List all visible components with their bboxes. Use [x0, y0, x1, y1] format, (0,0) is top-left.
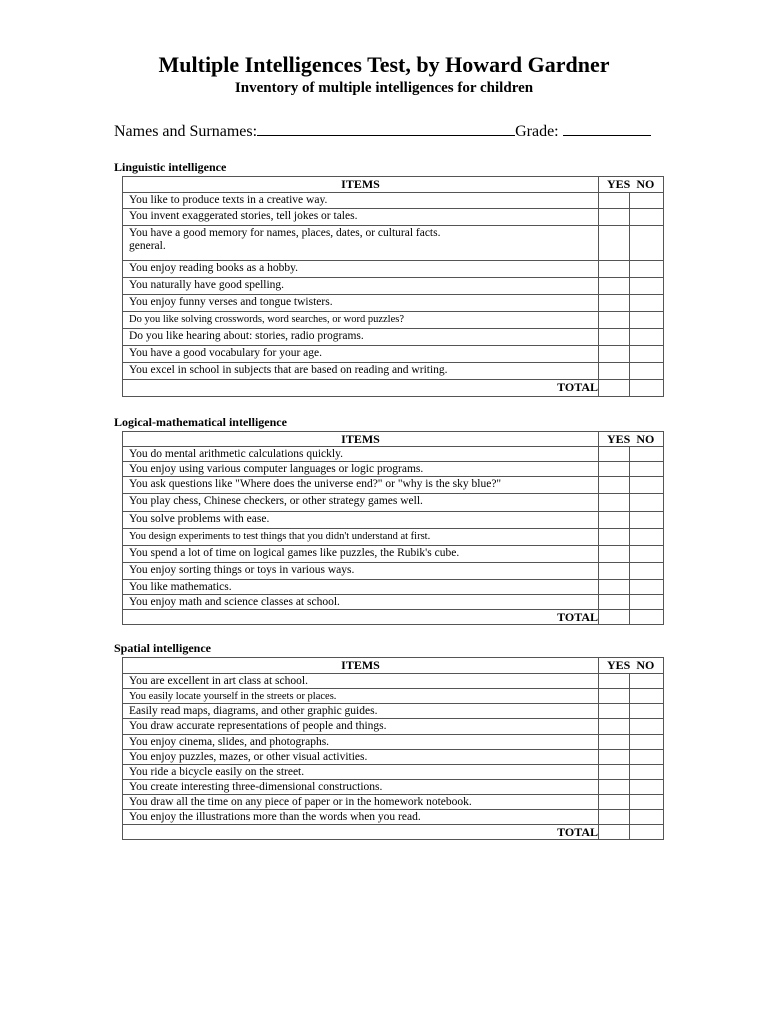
yes-header: YES [607, 658, 631, 672]
yes-cell[interactable] [599, 346, 630, 363]
total-row [123, 825, 664, 840]
yes-total-cell[interactable] [599, 610, 630, 625]
total-label: TOTAL [123, 825, 599, 840]
yes-cell[interactable] [599, 674, 630, 689]
item-text: You invent exaggerated stories, tell jokes or tales. [123, 209, 599, 226]
yes-cell[interactable] [599, 580, 630, 595]
table-row [123, 193, 664, 209]
item-text: You enjoy the illustrations more than the words when you read. [123, 810, 599, 825]
table-row [123, 447, 664, 462]
item-text: You naturally have good spelling. [123, 278, 599, 295]
item-text: You draw all the time on any piece of paper or in the homework notebook. [123, 795, 599, 810]
yes-cell[interactable] [599, 193, 630, 209]
table-row [123, 312, 664, 329]
yes-cell[interactable] [599, 595, 630, 610]
item-text: You enjoy math and science classes at school. [123, 595, 599, 610]
yes-no-header [599, 432, 664, 447]
no-cell[interactable] [630, 563, 664, 580]
yes-cell[interactable] [599, 209, 630, 226]
no-cell[interactable] [630, 346, 664, 363]
yes-cell[interactable] [599, 295, 630, 312]
name-grade-line [114, 120, 651, 141]
spatial-table [122, 657, 664, 840]
names-blank[interactable] [257, 120, 515, 136]
no-cell[interactable] [630, 719, 664, 735]
yes-cell[interactable] [599, 689, 630, 704]
item-text: You are excellent in art class at school. [123, 674, 599, 689]
names-label: Names and Surnames: [114, 123, 258, 140]
yes-no-header [599, 177, 664, 193]
item-text: You enjoy puzzles, mazes, or other visual activities. [123, 750, 599, 765]
table-row [123, 363, 664, 380]
item-text: You create interesting three-dimensional constructions. [123, 780, 599, 795]
table-row [123, 580, 664, 595]
total-row [123, 380, 664, 397]
no-cell[interactable] [630, 765, 664, 780]
yes-cell[interactable] [599, 750, 630, 765]
table-row [123, 346, 664, 363]
items-header: ITEMS [123, 658, 599, 674]
yes-cell[interactable] [599, 735, 630, 750]
yes-cell[interactable] [599, 704, 630, 719]
item-text: You like mathematics. [123, 580, 599, 595]
table-header-row [123, 177, 664, 193]
no-total-cell[interactable] [630, 825, 664, 840]
yes-cell[interactable] [599, 563, 630, 580]
yes-cell[interactable] [599, 780, 630, 795]
no-cell[interactable] [630, 226, 664, 261]
table-row [123, 261, 664, 278]
section-label-linguistic: Linguistic intelligence [114, 160, 227, 174]
table-row [123, 735, 664, 750]
no-cell[interactable] [630, 363, 664, 380]
linguistic-table [122, 176, 664, 397]
table-row [123, 674, 664, 689]
no-total-cell[interactable] [630, 380, 664, 397]
table-row [123, 719, 664, 735]
item-text: You design experiments to test things that you didn't understand at first. [123, 529, 599, 546]
table-row [123, 226, 664, 261]
no-cell[interactable] [630, 810, 664, 825]
item-text: You enjoy using various computer languages or logic programs. [123, 462, 599, 477]
yes-cell[interactable] [599, 278, 630, 295]
yes-cell[interactable] [599, 462, 630, 477]
item-text [123, 226, 599, 261]
no-cell[interactable] [630, 209, 664, 226]
no-cell[interactable] [630, 689, 664, 704]
item-text: You enjoy reading books as a hobby. [123, 261, 599, 278]
table-header-row [123, 432, 664, 447]
table-row [123, 795, 664, 810]
yes-cell[interactable] [599, 765, 630, 780]
logical-mathematical-table [122, 431, 664, 625]
item-text: Easily read maps, diagrams, and other graphic guides. [123, 704, 599, 719]
table-row [123, 329, 664, 346]
yes-cell[interactable] [599, 447, 630, 462]
table-row [123, 512, 664, 529]
yes-cell[interactable] [599, 512, 630, 529]
item-text: You do mental arithmetic calculations quickly. [123, 447, 599, 462]
no-cell[interactable] [630, 529, 664, 546]
table-row [123, 750, 664, 765]
item-text-line2: general. [129, 240, 166, 252]
yes-cell[interactable] [599, 546, 630, 563]
table-row [123, 494, 664, 512]
item-text: You easily locate yourself in the streets or places. [123, 689, 599, 704]
table-row [123, 477, 664, 494]
yes-cell[interactable] [599, 494, 630, 512]
table-header-row [123, 658, 664, 674]
total-label: TOTAL [123, 610, 599, 625]
item-text: You enjoy cinema, slides, and photographs. [123, 735, 599, 750]
yes-header: YES [607, 432, 631, 446]
table-row [123, 765, 664, 780]
table-row [123, 563, 664, 580]
no-header: NO [636, 658, 655, 672]
total-label: TOTAL [123, 380, 599, 397]
table-row [123, 529, 664, 546]
grade-label: Grade: [515, 123, 559, 140]
yes-no-header [599, 658, 664, 674]
item-text: You solve problems with ease. [123, 512, 599, 529]
no-cell[interactable] [630, 278, 664, 295]
no-cell[interactable] [630, 329, 664, 346]
no-cell[interactable] [630, 477, 664, 494]
items-header: ITEMS [123, 177, 599, 193]
yes-cell[interactable] [599, 795, 630, 810]
item-text: You ride a bicycle easily on the street. [123, 765, 599, 780]
table-row [123, 810, 664, 825]
item-text: You excel in school in subjects that are based on reading and writing. [123, 363, 599, 380]
no-cell[interactable] [630, 780, 664, 795]
item-text: You enjoy sorting things or toys in various ways. [123, 563, 599, 580]
no-cell[interactable] [630, 750, 664, 765]
table-row [123, 704, 664, 719]
no-cell[interactable] [630, 512, 664, 529]
item-text-line1: You have a good memory for names, places, dates, or cultural facts. [129, 227, 441, 239]
no-cell[interactable] [630, 546, 664, 563]
item-text: You enjoy funny verses and tongue twisters. [123, 295, 599, 312]
table-row [123, 689, 664, 704]
item-text: You have a good vocabulary for your age. [123, 346, 599, 363]
no-cell[interactable] [630, 795, 664, 810]
table-row [123, 295, 664, 312]
no-total-cell[interactable] [630, 610, 664, 625]
table-row [123, 278, 664, 295]
no-cell[interactable] [630, 312, 664, 329]
item-text: You like to produce texts in a creative way. [123, 193, 599, 209]
total-row [123, 610, 664, 625]
no-cell[interactable] [630, 462, 664, 477]
no-cell[interactable] [630, 295, 664, 312]
item-text: You ask questions like "Where does the universe end?" or "why is the sky blue?" [123, 477, 599, 494]
no-cell[interactable] [630, 580, 664, 595]
table-row [123, 462, 664, 477]
item-text: You play chess, Chinese checkers, or other strategy games well. [123, 494, 599, 512]
item-text: You draw accurate representations of people and things. [123, 719, 599, 735]
yes-cell[interactable] [599, 329, 630, 346]
no-cell[interactable] [630, 595, 664, 610]
no-header: NO [636, 432, 655, 446]
no-cell[interactable] [630, 674, 664, 689]
document-title: Multiple Intelligences Test, by Howard Gardner [158, 52, 610, 77]
document-subtitle: Inventory of multiple intelligences for children [234, 80, 534, 96]
no-header: NO [636, 177, 655, 191]
no-cell[interactable] [630, 735, 664, 750]
grade-blank[interactable] [563, 120, 651, 136]
yes-cell[interactable] [599, 261, 630, 278]
table-row [123, 780, 664, 795]
no-cell[interactable] [630, 193, 664, 209]
yes-cell[interactable] [599, 312, 630, 329]
no-cell[interactable] [630, 447, 664, 462]
yes-cell[interactable] [599, 477, 630, 494]
table-row [123, 209, 664, 226]
item-text: You spend a lot of time on logical games like puzzles, the Rubik's cube. [123, 546, 599, 563]
section-label-logical-mathematical: Logical-mathematical intelligence [114, 415, 287, 429]
items-header: ITEMS [123, 432, 599, 447]
yes-total-cell[interactable] [599, 825, 630, 840]
table-row [123, 595, 664, 610]
no-cell[interactable] [630, 261, 664, 278]
yes-header: YES [607, 177, 631, 191]
yes-cell[interactable] [599, 719, 630, 735]
yes-cell[interactable] [599, 810, 630, 825]
no-cell[interactable] [630, 704, 664, 719]
section-label-spatial: Spatial intelligence [114, 641, 211, 655]
yes-cell[interactable] [599, 226, 630, 261]
yes-cell[interactable] [599, 363, 630, 380]
yes-cell[interactable] [599, 529, 630, 546]
yes-total-cell[interactable] [599, 380, 630, 397]
no-cell[interactable] [630, 494, 664, 512]
table-row [123, 546, 664, 563]
item-text: Do you like hearing about: stories, radio programs. [123, 329, 599, 346]
item-text: Do you like solving crosswords, word searches, or word puzzles? [123, 312, 599, 329]
